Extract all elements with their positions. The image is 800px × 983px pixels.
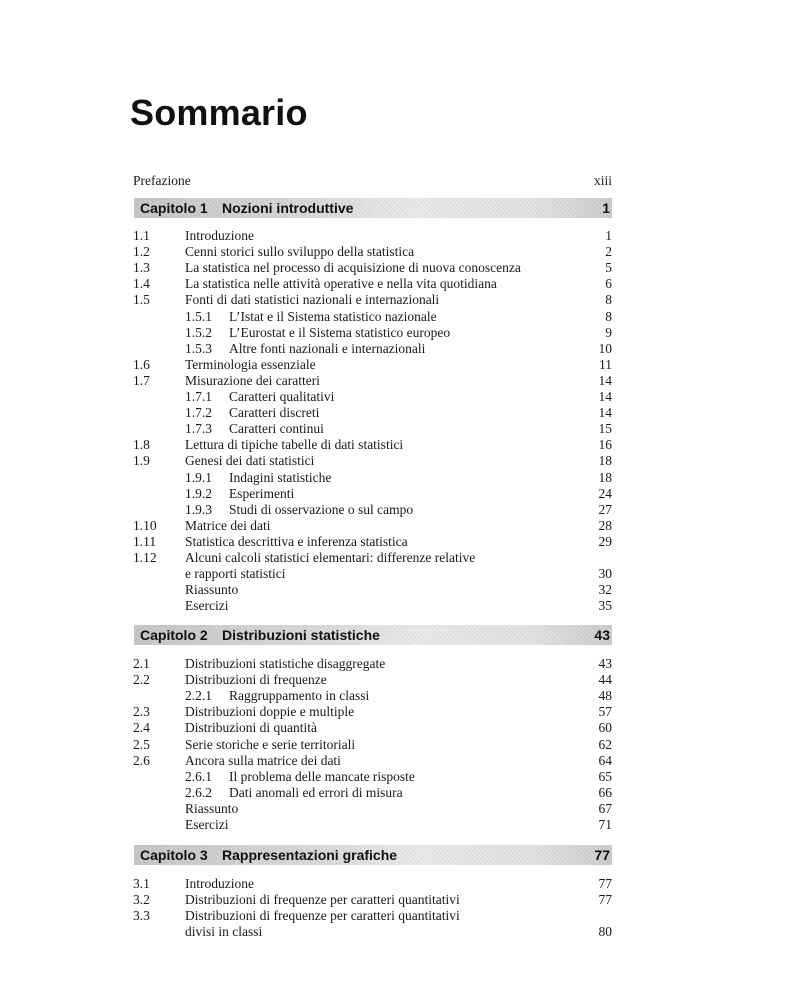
section-page: 67 [598, 801, 612, 816]
chapter-title: Distribuzioni statistiche [222, 627, 380, 643]
section-title: Fonti di dati statistici nazionali e internazionali [185, 292, 440, 307]
section-page: 14 [598, 389, 612, 404]
section-page: 32 [598, 582, 612, 597]
section-title: Distribuzioni di frequenze [185, 672, 327, 687]
section-title: L’Eurostat e il Sistema statistico europeo [229, 325, 451, 340]
section-title: Indagini statistiche [229, 470, 332, 485]
chapter-page: 1 [602, 200, 610, 216]
section-number: 1.9 [133, 453, 150, 468]
section-page: 44 [598, 672, 612, 687]
section-title: Matrice dei dati [185, 518, 271, 533]
section-title: Raggruppamento in classi [229, 688, 370, 703]
section-page: 9 [605, 325, 612, 340]
preface-label: Prefazione [133, 173, 191, 188]
section-title: La statistica nelle attività operative e nella vita quotidiana [185, 276, 497, 291]
section-number: 2.4 [133, 720, 150, 735]
section-page: 27 [598, 502, 612, 517]
page-title: Sommario [130, 92, 308, 133]
section-page: 14 [598, 405, 612, 420]
chapter-label: Capitolo 1 [140, 200, 208, 216]
section-title: Caratteri continui [229, 421, 324, 436]
chapter-header[interactable] [134, 625, 612, 645]
section-number: 1.5 [133, 292, 150, 307]
section-number: 1.11 [133, 534, 157, 549]
section-page: 14 [598, 373, 612, 388]
chapter-page: 43 [594, 627, 610, 643]
section-page: 80 [598, 924, 612, 939]
section-page: 16 [598, 437, 612, 452]
section-number: 1.7 [133, 373, 150, 388]
section-page: 15 [598, 421, 612, 436]
section-page: 30 [598, 566, 612, 581]
section-title: divisi in classi [185, 924, 263, 939]
section-number: 1.5.1 [185, 309, 212, 324]
chapter-page: 77 [594, 847, 610, 863]
section-title: Cenni storici sullo sviluppo della statistica [185, 244, 415, 259]
section-number: 3.1 [133, 876, 150, 891]
section-title: Riassunto [185, 582, 239, 597]
section-page: 77 [598, 876, 612, 891]
chapter-header[interactable] [134, 845, 612, 865]
section-title: e rapporti statistici [185, 566, 286, 581]
section-title: Caratteri discreti [229, 405, 320, 420]
section-title: Serie storiche e serie territoriali [185, 737, 356, 752]
chapter-title: Nozioni introduttive [222, 200, 354, 216]
section-title: Altre fonti nazionali e internazionali [229, 341, 426, 356]
section-number: 1.10 [133, 518, 157, 533]
chapter-header[interactable] [134, 198, 612, 218]
section-page: 18 [598, 453, 612, 468]
section-title: Distribuzioni di quantità [185, 720, 317, 735]
section-page: 5 [605, 260, 612, 275]
section-title: Distribuzioni statistiche disaggregate [185, 656, 386, 671]
section-number: 2.6.1 [185, 769, 212, 784]
section-title: Introduzione [185, 876, 254, 891]
section-number: 1.12 [133, 550, 157, 565]
section-title: Il problema delle mancate risposte [229, 769, 415, 784]
section-page: 60 [598, 720, 612, 735]
section-page: 77 [598, 892, 612, 907]
section-title: Riassunto [185, 801, 239, 816]
section-title: Distribuzioni di frequenze per caratteri quantitativi [185, 908, 460, 923]
section-title: L’Istat e il Sistema statistico nazionale [229, 309, 437, 324]
section-number: 2.5 [133, 737, 150, 752]
section-number: 2.6.2 [185, 785, 212, 800]
chapter-label: Capitolo 3 [140, 847, 208, 863]
section-number: 1.9.3 [185, 502, 212, 517]
section-page: 29 [598, 534, 612, 549]
section-page: 66 [598, 785, 612, 800]
section-number: 2.3 [133, 704, 150, 719]
section-title: Caratteri qualitativi [229, 389, 335, 404]
section-number: 1.7.1 [185, 389, 212, 404]
section-page: 57 [598, 704, 612, 719]
section-page: 71 [598, 817, 612, 832]
section-number: 2.2.1 [185, 688, 212, 703]
section-page: 64 [598, 753, 612, 768]
section-title: Genesi dei dati statistici [185, 453, 315, 468]
section-page: 18 [598, 470, 612, 485]
section-page: 8 [605, 309, 612, 324]
section-page: 8 [605, 292, 612, 307]
preface-entry[interactable] [133, 173, 191, 189]
section-page: 48 [598, 688, 612, 703]
section-number: 1.3 [133, 260, 150, 275]
section-title: Esercizi [185, 598, 229, 613]
section-page: 24 [598, 486, 612, 501]
section-title: La statistica nel processo di acquisizione di nuova conoscenza [185, 260, 521, 275]
section-title: Studi di osservazione o sul campo [229, 502, 414, 517]
section-page: 28 [598, 518, 612, 533]
section-page: 65 [598, 769, 612, 784]
section-title: Introduzione [185, 228, 254, 243]
section-title: Ancora sulla matrice dei dati [185, 753, 341, 768]
section-page: 35 [598, 598, 612, 613]
section-number: 1.5.2 [185, 325, 212, 340]
section-number: 1.5.3 [185, 341, 212, 356]
section-title: Dati anomali ed errori di misura [229, 785, 403, 800]
section-number: 2.1 [133, 656, 150, 671]
section-number: 1.4 [133, 276, 150, 291]
section-title: Distribuzioni doppie e multiple [185, 704, 355, 719]
section-number: 1.8 [133, 437, 150, 452]
section-number: 1.2 [133, 244, 150, 259]
section-page: 6 [605, 276, 612, 291]
section-page: 11 [599, 357, 612, 372]
section-title: Lettura di tipiche tabelle di dati statistici [185, 437, 404, 452]
section-page: 10 [598, 341, 612, 356]
preface-page: xiii [593, 173, 612, 188]
section-title: Terminologia essenziale [185, 357, 316, 372]
section-title: Statistica descrittiva e inferenza statistica [185, 534, 408, 549]
section-page: 43 [598, 656, 612, 671]
section-title: Misurazione dei caratteri [185, 373, 320, 388]
section-number: 1.6 [133, 357, 150, 372]
section-number: 3.2 [133, 892, 150, 907]
chapter-title: Rappresentazioni grafiche [222, 847, 398, 863]
section-title: Alcuni calcoli statistici elementari: differenze relative [185, 550, 476, 565]
section-number: 1.7.3 [185, 421, 212, 436]
chapter-label: Capitolo 2 [140, 627, 208, 643]
section-page: 1 [605, 228, 612, 243]
section-page: 62 [598, 737, 612, 752]
section-number: 1.9.1 [185, 470, 212, 485]
section-number: 2.6 [133, 753, 150, 768]
section-number: 1.9.2 [185, 486, 212, 501]
section-number: 1.1 [133, 228, 150, 243]
section-number: 1.7.2 [185, 405, 212, 420]
section-title: Esperimenti [229, 486, 295, 501]
section-page: 2 [605, 244, 612, 259]
section-title: Distribuzioni di frequenze per caratteri quantitativi [185, 892, 460, 907]
section-title: Esercizi [185, 817, 229, 832]
section-number: 2.2 [133, 672, 150, 687]
section-number: 3.3 [133, 908, 150, 923]
